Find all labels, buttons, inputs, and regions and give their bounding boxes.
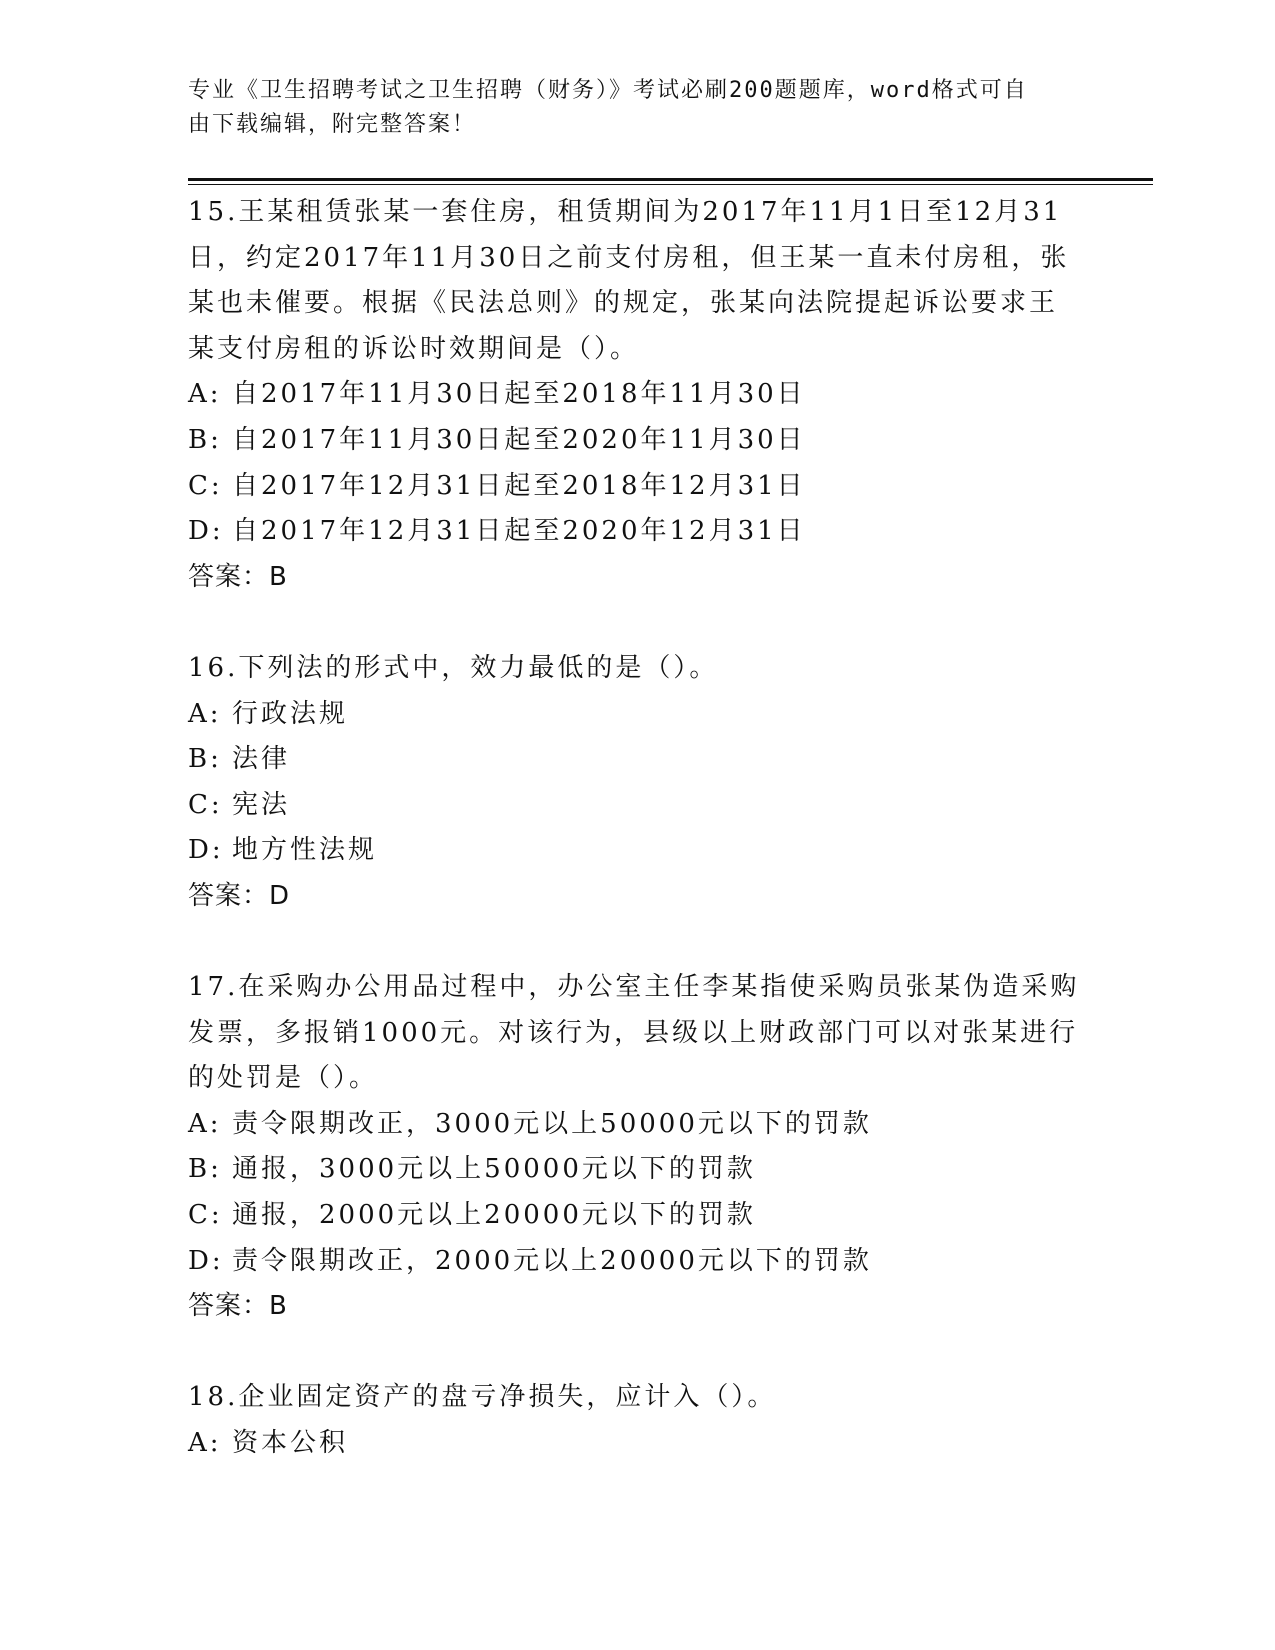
question-17 xyxy=(188,965,1088,1330)
option-b xyxy=(188,1147,1088,1193)
option-text: 自2017年12月31日起至2020年12月31日 xyxy=(232,516,806,547)
option-text: 地方性法规 xyxy=(232,835,378,866)
question-text-line: 16.下列法的形式中，效力最低的是（）。 xyxy=(188,652,719,683)
option-text: 自2017年12月31日起至2018年12月31日 xyxy=(232,470,806,501)
option-key: C: xyxy=(188,789,223,820)
option-a xyxy=(188,1102,1088,1148)
document-header xyxy=(188,74,1068,142)
option-text: 通报，3000元以上50000元以下的罚款 xyxy=(232,1154,756,1185)
option-b xyxy=(188,418,1088,464)
header-divider-thick xyxy=(188,178,1153,181)
question-spacer xyxy=(188,600,1088,646)
option-key: A: xyxy=(188,698,222,729)
question-spacer xyxy=(188,920,1088,966)
option-text: 自2017年11月30日起至2020年11月30日 xyxy=(232,424,806,455)
option-a xyxy=(188,372,1088,418)
option-text: 自2017年11月30日起至2018年11月30日 xyxy=(232,379,806,410)
option-key: D: xyxy=(188,835,224,866)
option-key: A: xyxy=(188,1108,222,1139)
header-line-1: 专业《卫生招聘考试之卫生招聘（财务）》考试必刷200题题库，word格式可自 xyxy=(188,78,1028,103)
question-text-line: 发票，多报销1000元。对该行为，县级以上财政部门可以对张某进行 xyxy=(188,1017,1079,1048)
question-text-line: 17.在采购办公用品过程中，办公室主任李某指使采购员张某伪造采购 xyxy=(188,972,1080,1003)
question-16 xyxy=(188,646,1088,920)
option-a xyxy=(188,692,1088,738)
question-text-line: 日，约定2017年11月30日之前支付房租，但王某一直未付房租，张 xyxy=(188,242,1070,273)
option-key: B: xyxy=(188,744,222,775)
option-b xyxy=(188,737,1088,783)
question-15 xyxy=(188,190,1088,600)
option-key: D: xyxy=(188,1245,224,1276)
option-text: 法律 xyxy=(232,744,291,775)
question-18 xyxy=(188,1375,1088,1466)
option-key: C: xyxy=(188,470,223,501)
option-c xyxy=(188,783,1088,829)
question-text-line: 的处罚是（）。 xyxy=(188,1063,379,1094)
option-c xyxy=(188,464,1088,510)
option-key: C: xyxy=(188,1200,223,1231)
option-key: A: xyxy=(188,1428,222,1459)
option-c xyxy=(188,1193,1088,1239)
option-key: B: xyxy=(188,1154,222,1185)
answer-line: 答案：B xyxy=(188,561,288,592)
question-list xyxy=(188,190,1088,1467)
question-text-line: 某支付房租的诉讼时效期间是（）。 xyxy=(188,333,640,364)
option-text: 宪法 xyxy=(232,789,291,820)
option-key: D: xyxy=(188,516,224,547)
answer-line: 答案：D xyxy=(188,880,291,911)
question-text-line: 15.王某租赁张某一套住房，租赁期间为2017年11月1日至12月31 xyxy=(188,197,1063,227)
header-divider-thin xyxy=(188,184,1153,185)
question-text-line: 某也未催要。根据《民法总则》的规定，张某向法院提起诉讼要求王 xyxy=(188,288,1059,319)
question-spacer xyxy=(188,1330,1088,1376)
option-a xyxy=(188,1421,1088,1467)
option-key: B: xyxy=(188,424,222,455)
option-key: A: xyxy=(188,379,222,410)
option-text: 通报，2000元以上20000元以下的罚款 xyxy=(232,1200,756,1231)
option-text: 责令限期改正，3000元以上50000元以下的罚款 xyxy=(232,1108,872,1139)
question-text-line: 18.企业固定资产的盘亏净损失，应计入（）。 xyxy=(188,1382,777,1413)
header-line-2: 由下载编辑，附完整答案！ xyxy=(188,112,477,137)
option-d xyxy=(188,1239,1088,1285)
option-d xyxy=(188,828,1088,874)
option-text: 资本公积 xyxy=(232,1428,349,1459)
option-text: 责令限期改正，2000元以上20000元以下的罚款 xyxy=(232,1245,872,1276)
option-d xyxy=(188,509,1088,555)
option-text: 行政法规 xyxy=(232,698,349,729)
answer-line: 答案：B xyxy=(188,1291,288,1322)
